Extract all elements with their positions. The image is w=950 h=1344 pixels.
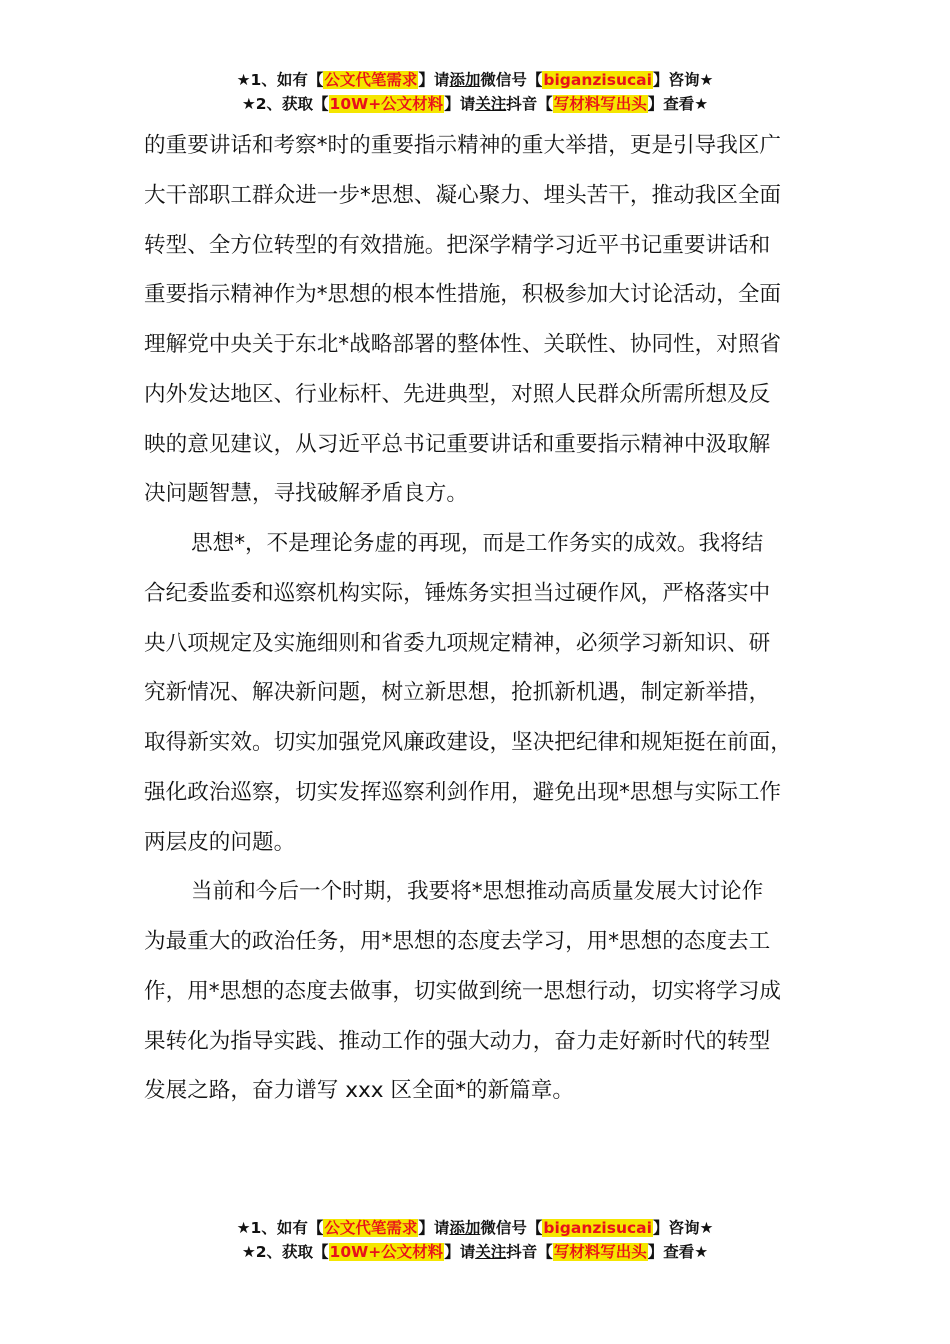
text-line: 两层皮的问题。: [144, 829, 296, 855]
text-line: 决问题智慧，寻找破解矛盾良方。: [144, 481, 468, 507]
paragraph-2: [144, 519, 814, 867]
text-line: 究新情况、解决新问题，树立新思想，抢抓新机遇，制定新举措，: [144, 680, 771, 706]
header-banner: [0, 68, 950, 116]
text-line: 合纪委监委和巡察机构实际，锤炼务实担当过硬作风，严格落实中: [144, 580, 771, 606]
text-line: 内外发达地区、行业标杆、先进典型，对照人民群众所需所想及反: [144, 381, 771, 407]
banner-text: 】请: [444, 1243, 476, 1261]
banner-text: 】请: [418, 1219, 450, 1237]
text-line: 当前和今后一个时期，我要将*思想推动高质量发展大讨论作: [191, 879, 764, 905]
banner-text: 抖音【: [506, 1243, 553, 1261]
banner-text: 】请: [418, 71, 450, 89]
banner-underlined-text: 关注: [475, 1243, 507, 1261]
banner-text: 微信号【: [480, 1219, 543, 1237]
text-line: 重要指示精神作为*思想的根本性措施，积极参加大讨论活动，全面: [144, 282, 782, 308]
banner-text: 】咨询★: [652, 1219, 714, 1237]
document-body: [144, 121, 814, 1116]
banner-text: ★2、获取【: [241, 95, 329, 113]
text-line: 发展之路，奋力谱写 xxx 区全面*的新篇章。: [144, 1078, 574, 1104]
text-line: 果转化为指导实践、推动工作的强大动力，奋力走好新时代的转型: [144, 1028, 771, 1054]
text-line: 的重要讲话和考察*时的重要指示精神的重大举措，更是引导我区广: [144, 133, 782, 158]
banner-highlight: 写材料写出头: [553, 95, 647, 113]
banner-highlight: 公文代笔需求: [324, 71, 418, 89]
footer-banner: [0, 1216, 950, 1264]
paragraph-3: [144, 867, 814, 1116]
text-line: 为最重大的政治任务，用*思想的态度去学习，用*思想的态度去工: [144, 929, 771, 954]
banner-line-2: [0, 92, 950, 116]
banner-highlight: biganzisucai: [543, 1219, 652, 1237]
banner-highlight: 10W+公文材料: [329, 95, 444, 113]
paragraph-1: [144, 121, 814, 519]
text-line: 央八项规定及实施细则和省委九项规定精神，必须学习新知识、研: [144, 630, 771, 656]
banner-text: 】咨询★: [652, 71, 714, 89]
banner-underlined-text: 添加: [449, 71, 481, 89]
text-line: 取得新实效。切实加强党风廉政建设，坚决把纪律和规矩挺在前面，: [144, 730, 792, 755]
text-line: 理解党中央关于东北*战略部署的整体性、关联性、协同性，对照省: [144, 332, 782, 357]
text-line: 强化政治巡察，切实发挥巡察利剑作用，避免出现*思想与实际工作: [144, 779, 782, 805]
banner-text: ★1、如有【: [236, 1219, 324, 1237]
banner-line-1: [0, 68, 950, 92]
banner-line-2: [0, 1240, 950, 1264]
banner-highlight: 公文代笔需求: [324, 1219, 418, 1237]
text-line: 作，用*思想的态度去做事，切实做到统一思想行动，切实将学习成: [144, 978, 782, 1004]
banner-underlined-text: 关注: [475, 95, 507, 113]
banner-line-1: [0, 1216, 950, 1240]
banner-text: ★1、如有【: [236, 71, 324, 89]
banner-text: 抖音【: [506, 95, 553, 113]
banner-highlight: 写材料写出头: [553, 1243, 647, 1261]
banner-highlight: biganzisucai: [543, 71, 652, 89]
banner-text: 】查看★: [647, 1243, 709, 1261]
banner-text: 】请: [444, 95, 476, 113]
text-line: 思想*，不是理论务虚的再现，而是工作务实的成效。我将结: [191, 531, 764, 556]
banner-text: 微信号【: [480, 71, 543, 89]
banner-text: ★2、获取【: [241, 1243, 329, 1261]
banner-text: 】查看★: [647, 95, 709, 113]
text-line: 映的意见建议，从习近平总书记重要讲话和重要指示精神中汲取解: [144, 431, 771, 457]
banner-highlight: 10W+公文材料: [329, 1243, 444, 1261]
text-line: 转型、全方位转型的有效措施。把深学精学习近平书记重要讲话和: [144, 232, 771, 258]
banner-underlined-text: 添加: [449, 1219, 481, 1237]
text-line: 大干部职工群众进一步*思想、凝心聚力、埋头苦干，推动我区全面: [144, 182, 782, 208]
